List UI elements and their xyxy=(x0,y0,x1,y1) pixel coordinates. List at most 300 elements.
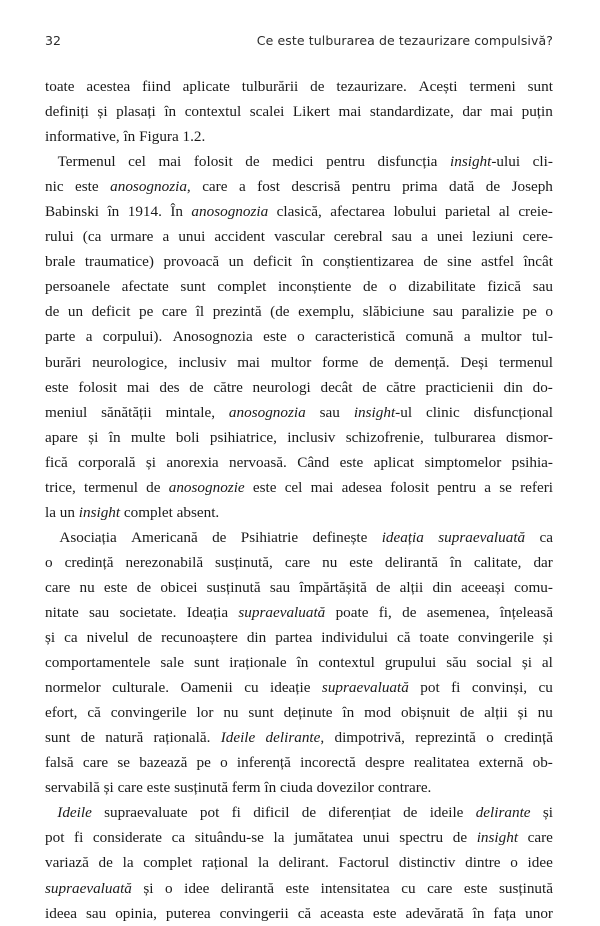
word: de xyxy=(146,478,161,496)
word: său xyxy=(446,654,467,672)
word: de xyxy=(362,278,378,296)
word: este xyxy=(463,879,488,897)
word: Deși xyxy=(460,353,489,371)
word: care xyxy=(161,303,188,321)
word: pentru xyxy=(351,178,391,196)
word: dismor- xyxy=(506,428,553,446)
word: medici xyxy=(272,153,314,171)
text-line xyxy=(45,249,553,274)
word: este xyxy=(103,578,128,596)
word: de xyxy=(369,353,384,371)
word: dimpotrivă, xyxy=(334,729,405,747)
word: sau xyxy=(269,578,291,596)
word: definiți xyxy=(45,103,89,121)
word: sunt xyxy=(193,654,220,672)
word: sau xyxy=(319,403,340,421)
word: ob- xyxy=(532,754,553,772)
word: distinctiv xyxy=(398,854,456,872)
word: de xyxy=(80,729,95,747)
word: sunt xyxy=(180,278,206,296)
word: burări xyxy=(45,353,82,371)
word: sau xyxy=(532,278,553,296)
word: scalei xyxy=(249,103,285,121)
word: sunt xyxy=(45,729,71,747)
word: a xyxy=(85,328,93,346)
text-line xyxy=(45,99,553,124)
word: supraevaluate xyxy=(104,804,188,822)
word: este xyxy=(372,904,397,922)
word: de xyxy=(310,78,325,95)
word: unui xyxy=(178,228,206,246)
word: mai xyxy=(237,353,261,371)
word: brale xyxy=(45,253,76,271)
word: efort, xyxy=(45,704,78,722)
word: obicei xyxy=(160,578,198,596)
word: toate xyxy=(45,78,75,95)
word: multor xyxy=(270,353,312,371)
word: plasați xyxy=(116,103,156,121)
word: persoanele xyxy=(45,278,110,296)
word: în xyxy=(296,654,309,672)
word: fică xyxy=(45,453,68,471)
word: disfuncțional xyxy=(473,403,553,421)
word: inconștiente xyxy=(277,278,352,296)
word: sine xyxy=(447,253,472,271)
word: sau xyxy=(89,603,110,621)
word: un xyxy=(228,253,244,271)
word: contrare. xyxy=(377,779,432,797)
word: Termenul xyxy=(57,153,116,171)
word: alții xyxy=(484,704,508,722)
word: de xyxy=(98,854,113,872)
word: traumatice) xyxy=(84,253,154,271)
word: tulburării xyxy=(241,78,299,95)
word: inclusiv xyxy=(287,428,336,446)
word: accident xyxy=(214,228,265,246)
word: și xyxy=(521,654,532,672)
text-line xyxy=(45,375,553,400)
word: acestea xyxy=(86,78,131,95)
word: pot xyxy=(420,679,440,697)
word: nic xyxy=(45,178,64,196)
word: rațional xyxy=(201,854,249,872)
word: parte xyxy=(45,328,76,346)
word: fața xyxy=(493,904,517,922)
text-line xyxy=(45,675,553,700)
word: o xyxy=(388,278,397,296)
word: afectarea xyxy=(330,203,385,221)
word: și xyxy=(45,629,56,647)
word: deficit xyxy=(91,303,131,321)
word: lobului xyxy=(393,203,437,221)
word: unor xyxy=(525,904,553,922)
word: boli xyxy=(175,428,200,446)
text-line xyxy=(45,750,553,775)
word: nervoasă. xyxy=(229,453,287,471)
word: recunoaștere xyxy=(161,629,238,647)
word: în xyxy=(450,553,462,571)
word: considerate xyxy=(92,829,163,847)
word: idee xyxy=(527,854,553,872)
word: o xyxy=(297,328,305,346)
word: puterea xyxy=(165,904,211,922)
word: corporală xyxy=(78,453,136,471)
word: ferm xyxy=(231,779,265,797)
word: societate. xyxy=(119,603,177,621)
word: parietal xyxy=(444,203,491,221)
word: culturale. xyxy=(112,679,170,697)
word: obișnuit xyxy=(401,704,450,722)
word: nitate xyxy=(45,603,79,621)
word: anosognozia, xyxy=(110,178,191,196)
word: slăbiciune xyxy=(362,303,425,321)
word: complet xyxy=(143,854,193,872)
word: delirant. xyxy=(278,854,329,872)
word: psihiatrice, xyxy=(209,428,277,446)
word: un xyxy=(59,503,79,521)
word: absent. xyxy=(176,503,220,521)
word: din xyxy=(503,378,523,396)
text-line xyxy=(45,876,553,901)
word: că xyxy=(396,629,411,647)
word: cel xyxy=(128,153,146,171)
text-line xyxy=(45,775,553,800)
word: Ideația xyxy=(186,603,229,621)
text-line xyxy=(45,850,553,875)
text-line xyxy=(45,450,553,475)
word: în xyxy=(301,253,314,271)
word: sau xyxy=(432,303,454,321)
word: de xyxy=(402,603,417,621)
word: idee xyxy=(184,879,210,897)
word: Figura xyxy=(139,128,183,146)
word: este xyxy=(263,328,287,346)
word: unui xyxy=(362,829,390,847)
word: dizabilitate xyxy=(408,278,476,296)
word: cu xyxy=(401,879,416,897)
word: nu xyxy=(223,704,239,722)
word: este xyxy=(146,779,175,797)
word: este xyxy=(45,378,69,396)
text-line xyxy=(45,700,553,725)
word: anosognozie xyxy=(168,478,245,496)
word: 1.2. xyxy=(182,128,206,146)
word: clasică, xyxy=(276,203,322,221)
word: complet xyxy=(217,278,267,296)
word: al xyxy=(541,654,553,672)
word: ideația xyxy=(381,528,424,546)
word: În xyxy=(170,203,183,221)
word: corpului). xyxy=(102,328,163,346)
word: urmare xyxy=(110,228,154,246)
word: dată xyxy=(448,178,475,196)
word: o xyxy=(486,729,494,747)
word: inclusiv xyxy=(178,353,227,371)
word: și xyxy=(542,804,553,822)
word: și xyxy=(143,879,154,897)
word: care xyxy=(202,178,228,196)
word: înțeleasă xyxy=(499,603,553,621)
word: susținută xyxy=(498,879,553,897)
running-head xyxy=(45,33,553,55)
word: care xyxy=(284,553,311,571)
word: reprezintă xyxy=(415,729,476,747)
word: decât xyxy=(320,378,353,396)
word: iraționale xyxy=(229,654,287,672)
word: fiind xyxy=(142,78,171,95)
text-line xyxy=(45,174,553,199)
word: în xyxy=(472,904,485,922)
word: sau xyxy=(391,228,412,246)
word: mai xyxy=(310,478,334,496)
word: fi, xyxy=(378,603,392,621)
word: Likert xyxy=(292,103,330,121)
word: este xyxy=(339,453,364,471)
word: insight-ul xyxy=(353,403,413,421)
word: care xyxy=(45,578,71,596)
word: dar xyxy=(462,103,482,121)
word: de xyxy=(137,629,153,647)
word: vascular xyxy=(274,228,325,246)
word: nu xyxy=(322,553,338,571)
word: cerebral xyxy=(333,228,383,246)
word: diferențiat xyxy=(328,804,391,822)
word: de xyxy=(423,253,438,271)
word: exemplu, xyxy=(298,303,355,321)
word: pe xyxy=(196,754,211,772)
word: sunt xyxy=(248,704,274,722)
word: aplicat xyxy=(373,453,415,471)
word: simptomelor xyxy=(424,453,502,471)
word: nu xyxy=(537,704,553,722)
word: din xyxy=(432,578,452,596)
word: se xyxy=(117,754,131,772)
word: mai xyxy=(338,103,362,121)
word: de xyxy=(362,378,377,396)
word: creie- xyxy=(518,203,553,221)
word: unei xyxy=(436,228,464,246)
word: sunt xyxy=(527,78,553,95)
word: în xyxy=(342,704,355,722)
word: ideație xyxy=(270,679,311,697)
text-line xyxy=(45,400,553,425)
word: încât xyxy=(523,253,553,271)
word: clinic xyxy=(425,403,460,421)
word: delirante xyxy=(475,804,531,822)
word: care xyxy=(117,779,147,797)
word: aplicate xyxy=(182,78,230,95)
text-line xyxy=(45,299,553,324)
word: multor xyxy=(480,328,522,346)
word: susținută xyxy=(174,779,232,797)
word: pot xyxy=(45,829,65,847)
word: comună xyxy=(405,328,454,346)
word: apare xyxy=(45,428,78,446)
word: schizofrenie, xyxy=(345,428,424,446)
word: cu xyxy=(538,679,553,697)
word: incorectă xyxy=(300,754,356,772)
word: o xyxy=(545,303,553,321)
word: de xyxy=(452,829,468,847)
word: do- xyxy=(532,378,553,396)
word: convingerile xyxy=(457,629,534,647)
word: de xyxy=(245,153,260,171)
word: ca xyxy=(539,528,553,546)
text-line xyxy=(45,324,553,349)
word: dovezilor xyxy=(316,779,378,797)
word: intensitatea xyxy=(320,879,390,897)
word: folosit xyxy=(193,153,233,171)
word: credință xyxy=(504,729,553,747)
word: o xyxy=(510,854,518,872)
word: la xyxy=(122,854,134,872)
word: ciuda xyxy=(279,779,317,797)
word: care xyxy=(427,879,453,897)
word: al xyxy=(498,203,510,221)
word: tul- xyxy=(531,328,553,346)
body-text-block xyxy=(45,74,553,926)
word: 1914. xyxy=(127,203,162,221)
word: anosognozia xyxy=(191,203,269,221)
word: caracteristică xyxy=(315,328,396,346)
word: lor xyxy=(196,704,214,722)
word: deținute xyxy=(283,704,333,722)
word: Psihiatrie xyxy=(240,528,299,546)
word: servabilă xyxy=(45,779,104,797)
word: susținută, xyxy=(215,553,273,571)
word: se xyxy=(499,478,512,496)
word: calitate, xyxy=(473,553,522,571)
word: forme xyxy=(322,353,359,371)
word: mod xyxy=(364,704,392,722)
word: convingerile xyxy=(110,704,187,722)
word: delirantă xyxy=(220,879,275,897)
word: este xyxy=(285,879,310,897)
word: credință xyxy=(64,553,114,571)
word: Joseph xyxy=(511,178,553,196)
word: care xyxy=(527,829,553,847)
word: ca xyxy=(64,629,78,647)
word: termenul xyxy=(499,353,553,371)
word: îl xyxy=(195,303,205,321)
text-line xyxy=(45,901,553,926)
word: fost xyxy=(257,178,280,196)
word: o xyxy=(45,553,53,571)
word: folosit xyxy=(390,478,430,496)
word: supraevaluată xyxy=(321,679,409,697)
word: realitatea xyxy=(413,754,470,772)
word: Asociația xyxy=(59,528,117,546)
word: la xyxy=(45,503,60,521)
text-line xyxy=(45,575,553,600)
word: în xyxy=(164,103,177,121)
word: Ideile xyxy=(220,729,256,747)
word: este xyxy=(349,553,373,571)
word: definește xyxy=(312,528,368,546)
word: nu xyxy=(79,578,95,596)
word: tulburarea xyxy=(434,428,496,446)
word: poate xyxy=(335,603,369,621)
word: leziuni xyxy=(472,228,514,246)
word: mai xyxy=(490,103,514,121)
word: termeni xyxy=(469,78,516,95)
text-line xyxy=(45,274,553,299)
word: cu xyxy=(244,679,259,697)
word: supraevaluată xyxy=(438,528,526,546)
text-line xyxy=(45,425,553,450)
word: mintale, xyxy=(165,403,215,421)
word: în xyxy=(123,128,140,146)
word: (de xyxy=(270,303,290,321)
word: puțin xyxy=(521,103,553,121)
word: rului xyxy=(45,228,74,246)
word: către xyxy=(213,378,243,396)
word: neurologi xyxy=(252,378,311,396)
word: asemenea, xyxy=(426,603,490,621)
word: la xyxy=(257,854,269,872)
word: bazează xyxy=(139,754,188,772)
word: social xyxy=(476,654,512,672)
word: adevărată xyxy=(405,904,464,922)
word: sănătății xyxy=(101,403,152,421)
word: și xyxy=(145,453,156,471)
word: de xyxy=(459,704,475,722)
word: variază xyxy=(45,854,89,872)
word: de xyxy=(45,303,60,321)
word: (ca xyxy=(82,228,102,246)
word: pe xyxy=(138,303,154,321)
word: împărtășită xyxy=(299,578,367,596)
word: termenul xyxy=(83,478,138,496)
word: de xyxy=(485,178,501,196)
word: a xyxy=(238,178,246,196)
word: opinia, xyxy=(115,904,157,922)
word: meniul xyxy=(45,403,88,421)
word: aceeași xyxy=(461,578,505,596)
text-line xyxy=(45,500,553,525)
text-line xyxy=(45,224,553,249)
text-line xyxy=(45,149,553,174)
word: Oamenii xyxy=(180,679,233,697)
word: Ideile xyxy=(57,804,92,822)
text-line xyxy=(45,625,553,650)
word: Anosognozia xyxy=(172,328,253,346)
word: supraevaluată xyxy=(238,603,326,621)
word: folosit xyxy=(78,378,118,396)
word: de xyxy=(403,804,418,822)
word: o xyxy=(220,754,228,772)
word: pe xyxy=(522,303,537,321)
word: sau xyxy=(86,904,107,922)
word: mai xyxy=(126,378,150,396)
word: partea xyxy=(275,629,313,647)
text-line xyxy=(45,600,553,625)
word: multe xyxy=(130,428,166,446)
word: în xyxy=(264,779,280,797)
running-head-title: Ce este tulburarea de tezaurizare compulsivă? xyxy=(256,33,553,48)
word: alții xyxy=(399,578,424,596)
word: cel xyxy=(284,478,303,496)
word: neurologice, xyxy=(92,353,168,371)
text-line xyxy=(45,800,553,825)
word: contextul xyxy=(318,654,375,672)
word: cere- xyxy=(522,228,553,246)
word: natură xyxy=(105,729,144,747)
word: anorexia xyxy=(166,453,219,471)
word: grupului xyxy=(384,654,437,672)
word: falsă xyxy=(45,754,74,772)
word: dar xyxy=(533,553,553,571)
